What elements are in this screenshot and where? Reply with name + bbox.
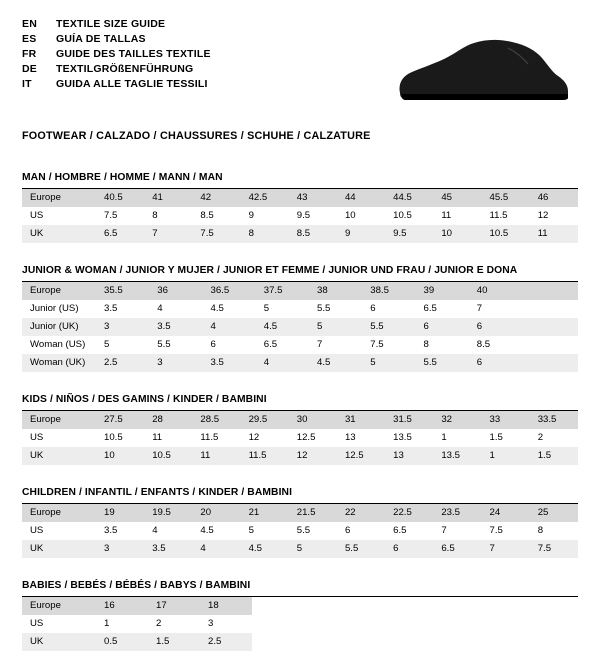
table-cell-empty [252,615,578,633]
table-cell: 17 [148,597,200,615]
table-cell: 6 [469,318,522,336]
table-cell: 6 [385,540,433,558]
size-table-body [22,411,578,465]
table-cell: 43 [289,189,337,207]
table-cell: 33.5 [530,411,578,429]
table-row [22,354,578,372]
table-cell: 3.5 [144,540,192,558]
table-cell: 28.5 [192,411,240,429]
table-cell: 33 [482,411,530,429]
table-row [22,411,578,429]
table-row [22,300,578,318]
table-cell: 10 [96,447,144,465]
table-row [22,207,578,225]
table-cell: 4.5 [200,525,214,536]
table-cell: 0.5 [96,633,148,651]
row-label: Europe [22,504,96,522]
table-cell-empty [522,300,578,318]
size-table-children [22,504,578,558]
table-cell: 1 [104,618,110,629]
table-cell: 6 [344,525,351,536]
footwear-heading: FOOTWEAR / CALZADO / CHAUSSURES / SCHUHE / CALZATURE [22,130,371,142]
language-title: GUIDE DES TAILLES TEXTILE [56,48,211,60]
row-label: Europe [22,411,96,429]
row-label: UK [22,540,96,558]
table-cell: 11 [152,432,163,443]
table-cell-empty [252,633,578,651]
table-cell: 6.5 [393,525,407,536]
table-cell: 13 [344,432,356,443]
language-title: TEXTILE SIZE GUIDE [56,18,166,30]
table-cell: 10.5 [482,225,530,243]
table-cell: 5 [263,303,270,314]
table-cell: 19 [96,504,144,522]
table-cell: 6 [469,354,522,372]
language-row [22,18,211,33]
table-cell-empty [522,282,578,300]
table-cell: 41 [144,189,192,207]
table-cell: 7 [441,525,447,536]
document-header [22,18,578,114]
table-cell: 8.5 [200,210,214,221]
table-cell: 7 [317,339,323,350]
table-cell: 35.5 [96,282,149,300]
table-row [22,318,578,336]
table-row [22,282,578,300]
size-table-junior-woman [22,282,578,372]
table-cell: 39 [416,282,469,300]
section-babies [22,580,578,651]
table-row [22,336,578,354]
row-label: Europe [22,189,96,207]
table-cell: 1 [441,432,447,443]
size-table-body [22,282,578,372]
table-cell: 11.5 [200,432,219,443]
table-cell: 30 [289,411,337,429]
language-title: GUÍA DE TALLAS [56,33,146,45]
table-cell: 12 [537,210,549,221]
table-cell: 19.5 [144,504,192,522]
table-cell: 5.5 [337,540,385,558]
table-cell: 37.5 [256,282,309,300]
table-cell: 1.5 [148,633,200,651]
table-cell: 46 [530,189,578,207]
table-cell: 6 [210,339,216,350]
table-cell: 12.5 [296,432,316,443]
table-cell: 5 [104,339,110,350]
table-cell: 8 [241,225,289,243]
table-cell: 38 [309,282,362,300]
language-title: TEXTILGRÖßENFÜHRUNG [56,63,194,75]
table-cell: 5 [248,525,254,536]
table-cell: 42 [192,189,240,207]
table-row [22,447,578,465]
table-cell: 3.5 [104,525,118,536]
table-cell: 5.5 [416,354,469,372]
table-cell: 18 [200,597,252,615]
table-cell: 25 [530,504,578,522]
table-cell: 3 [149,354,202,372]
table-cell: 29.5 [241,411,289,429]
row-label: US [30,432,44,443]
table-cell: 4 [157,303,163,314]
language-code: IT [22,78,32,90]
table-cell: 2 [156,618,162,629]
table-cell: 6.5 [433,540,481,558]
table-cell: 3 [96,318,149,336]
table-cell: 21 [241,504,289,522]
table-cell: 10.5 [393,210,412,221]
language-code: EN [22,18,37,30]
section-title: BABIES / BEBÉS / BÉBÉS / BABYS / BAMBINI [22,580,578,597]
row-label: Europe [22,597,96,615]
row-label: UK [22,633,96,651]
table-cell: 11 [192,447,240,465]
table-cell: 40 [469,282,522,300]
table-cell: 11 [441,210,452,221]
section-title: JUNIOR & WOMAN / JUNIOR Y MUJER / JUNIOR ET FEMME / JUNIOR UND FRAU / JUNIOR E DONA [22,265,578,282]
row-label: Woman (UK) [22,354,96,372]
table-cell: 8 [152,210,158,221]
table-cell: 5 [289,540,337,558]
section-kids [22,394,578,465]
table-cell-empty [522,354,578,372]
row-label: US [30,210,44,221]
table-cell: 13 [385,447,433,465]
table-cell: 3.5 [104,303,118,314]
table-cell: 4.5 [309,354,362,372]
table-cell: 11 [530,225,578,243]
table-cell: 13.5 [393,432,412,443]
table-cell: 4 [256,354,309,372]
row-label: UK [22,447,96,465]
table-cell: 10.5 [144,447,192,465]
table-cell: 1.5 [489,432,503,443]
table-cell: 4 [152,525,158,536]
table-cell: 27.5 [96,411,144,429]
table-row [22,225,578,243]
table-cell: 36.5 [203,282,256,300]
table-cell: 6.5 [423,303,437,314]
table-cell: 7 [482,540,530,558]
row-label: Europe [22,282,96,300]
section-title: CHILDREN / INFANTIL / ENFANTS / KINDER / BAMBINI [22,487,578,504]
table-cell: 7.5 [104,210,118,221]
table-cell: 20 [192,504,240,522]
table-cell: 7.5 [192,225,240,243]
table-cell: 7 [476,303,483,314]
table-cell: 36 [149,282,202,300]
table-cell: 16 [96,597,148,615]
language-code: DE [22,63,37,75]
table-cell: 13.5 [433,447,481,465]
table-cell: 10 [433,225,481,243]
table-cell: 10 [344,210,356,221]
row-label: Junior (US) [30,303,79,314]
table-cell: 6.5 [96,225,144,243]
table-cell: 9 [248,210,254,221]
table-cell: 44.5 [385,189,433,207]
size-table-body [22,504,578,558]
table-cell: 21.5 [289,504,337,522]
size-table-babies [22,597,578,651]
section-junior-woman [22,265,578,372]
table-cell: 4 [203,318,256,336]
table-cell-empty [522,318,578,336]
table-cell: 3.5 [149,318,202,336]
table-cell: 22.5 [385,504,433,522]
table-cell: 8 [423,339,429,350]
row-label: UK [22,225,96,243]
table-cell: 32 [433,411,481,429]
section-children [22,487,578,558]
table-cell: 2 [537,432,544,443]
table-cell: 12.5 [337,447,385,465]
size-table-man [22,189,578,243]
table-row [22,540,578,558]
table-cell: 8 [537,525,544,536]
table-cell: 45.5 [482,189,530,207]
table-cell: 10.5 [104,432,123,443]
dress-shoe-icon [390,36,570,106]
section-title: KIDS / NIÑOS / DES GAMINS / KINDER / BAMBINI [22,394,578,411]
section-man [22,172,578,243]
table-cell: 12 [289,447,337,465]
table-cell: 5.5 [317,303,331,314]
table-cell: 42.5 [241,189,289,207]
table-row [22,429,578,447]
table-cell: 7.5 [370,339,384,350]
table-cell: 4.5 [210,303,224,314]
table-row [22,615,578,633]
table-cell: 9 [337,225,385,243]
table-cell: 2.5 [200,633,252,651]
table-cell: 12 [248,432,260,443]
table-cell: 23.5 [433,504,481,522]
row-label: US [30,525,44,536]
table-cell: 9.5 [385,225,433,243]
table-cell: 44 [337,189,385,207]
table-cell: 11.5 [241,447,289,465]
table-cell: 7.5 [489,525,503,536]
table-cell: 1 [482,447,530,465]
row-label: Woman (US) [30,339,86,350]
table-cell: 3 [208,618,214,629]
size-table-body [22,189,578,243]
row-label: Junior (UK) [22,318,96,336]
size-table-kids [22,411,578,465]
table-cell: 8.5 [289,225,337,243]
table-cell: 24 [482,504,530,522]
table-cell: 7 [144,225,192,243]
table-cell: 5.5 [362,318,415,336]
table-cell: 5 [309,318,362,336]
language-title-list-body [22,18,211,93]
size-table-body [22,597,578,651]
table-cell: 3.5 [203,354,256,372]
table-row [22,189,578,207]
section-title: MAN / HOMBRE / HOMME / MANN / MAN [22,172,578,189]
language-code: ES [22,33,37,45]
table-cell: 8.5 [476,339,491,350]
language-row [22,63,211,78]
table-cell: 11.5 [489,210,508,221]
table-row [22,504,578,522]
table-cell: 5.5 [157,339,171,350]
language-row [22,33,211,48]
row-label: US [30,618,44,629]
table-cell: 4.5 [241,540,289,558]
table-cell: 6 [370,303,376,314]
language-row [22,78,211,93]
table-cell: 5.5 [296,525,311,536]
table-cell: 22 [337,504,385,522]
table-cell: 2.5 [96,354,149,372]
table-cell: 9.5 [296,210,311,221]
table-cell: 6 [416,318,469,336]
table-cell: 4 [192,540,240,558]
table-cell: 3 [96,540,144,558]
language-title-list [22,18,211,93]
table-cell: 6.5 [263,339,278,350]
table-cell: 31 [337,411,385,429]
table-cell: 45 [433,189,481,207]
table-cell: 40.5 [96,189,144,207]
language-row [22,48,211,63]
table-cell: 7.5 [530,540,578,558]
table-cell: 28 [144,411,192,429]
table-cell: 4.5 [256,318,309,336]
table-cell: 1.5 [530,447,578,465]
table-cell: 38.5 [362,282,415,300]
table-cell: 31.5 [385,411,433,429]
table-cell: 5 [362,354,415,372]
table-row [22,633,578,651]
table-cell-empty [522,336,578,354]
language-title: GUIDA ALLE TAGLIE TESSILI [56,78,208,90]
table-row [22,522,578,540]
language-code: FR [22,48,37,60]
